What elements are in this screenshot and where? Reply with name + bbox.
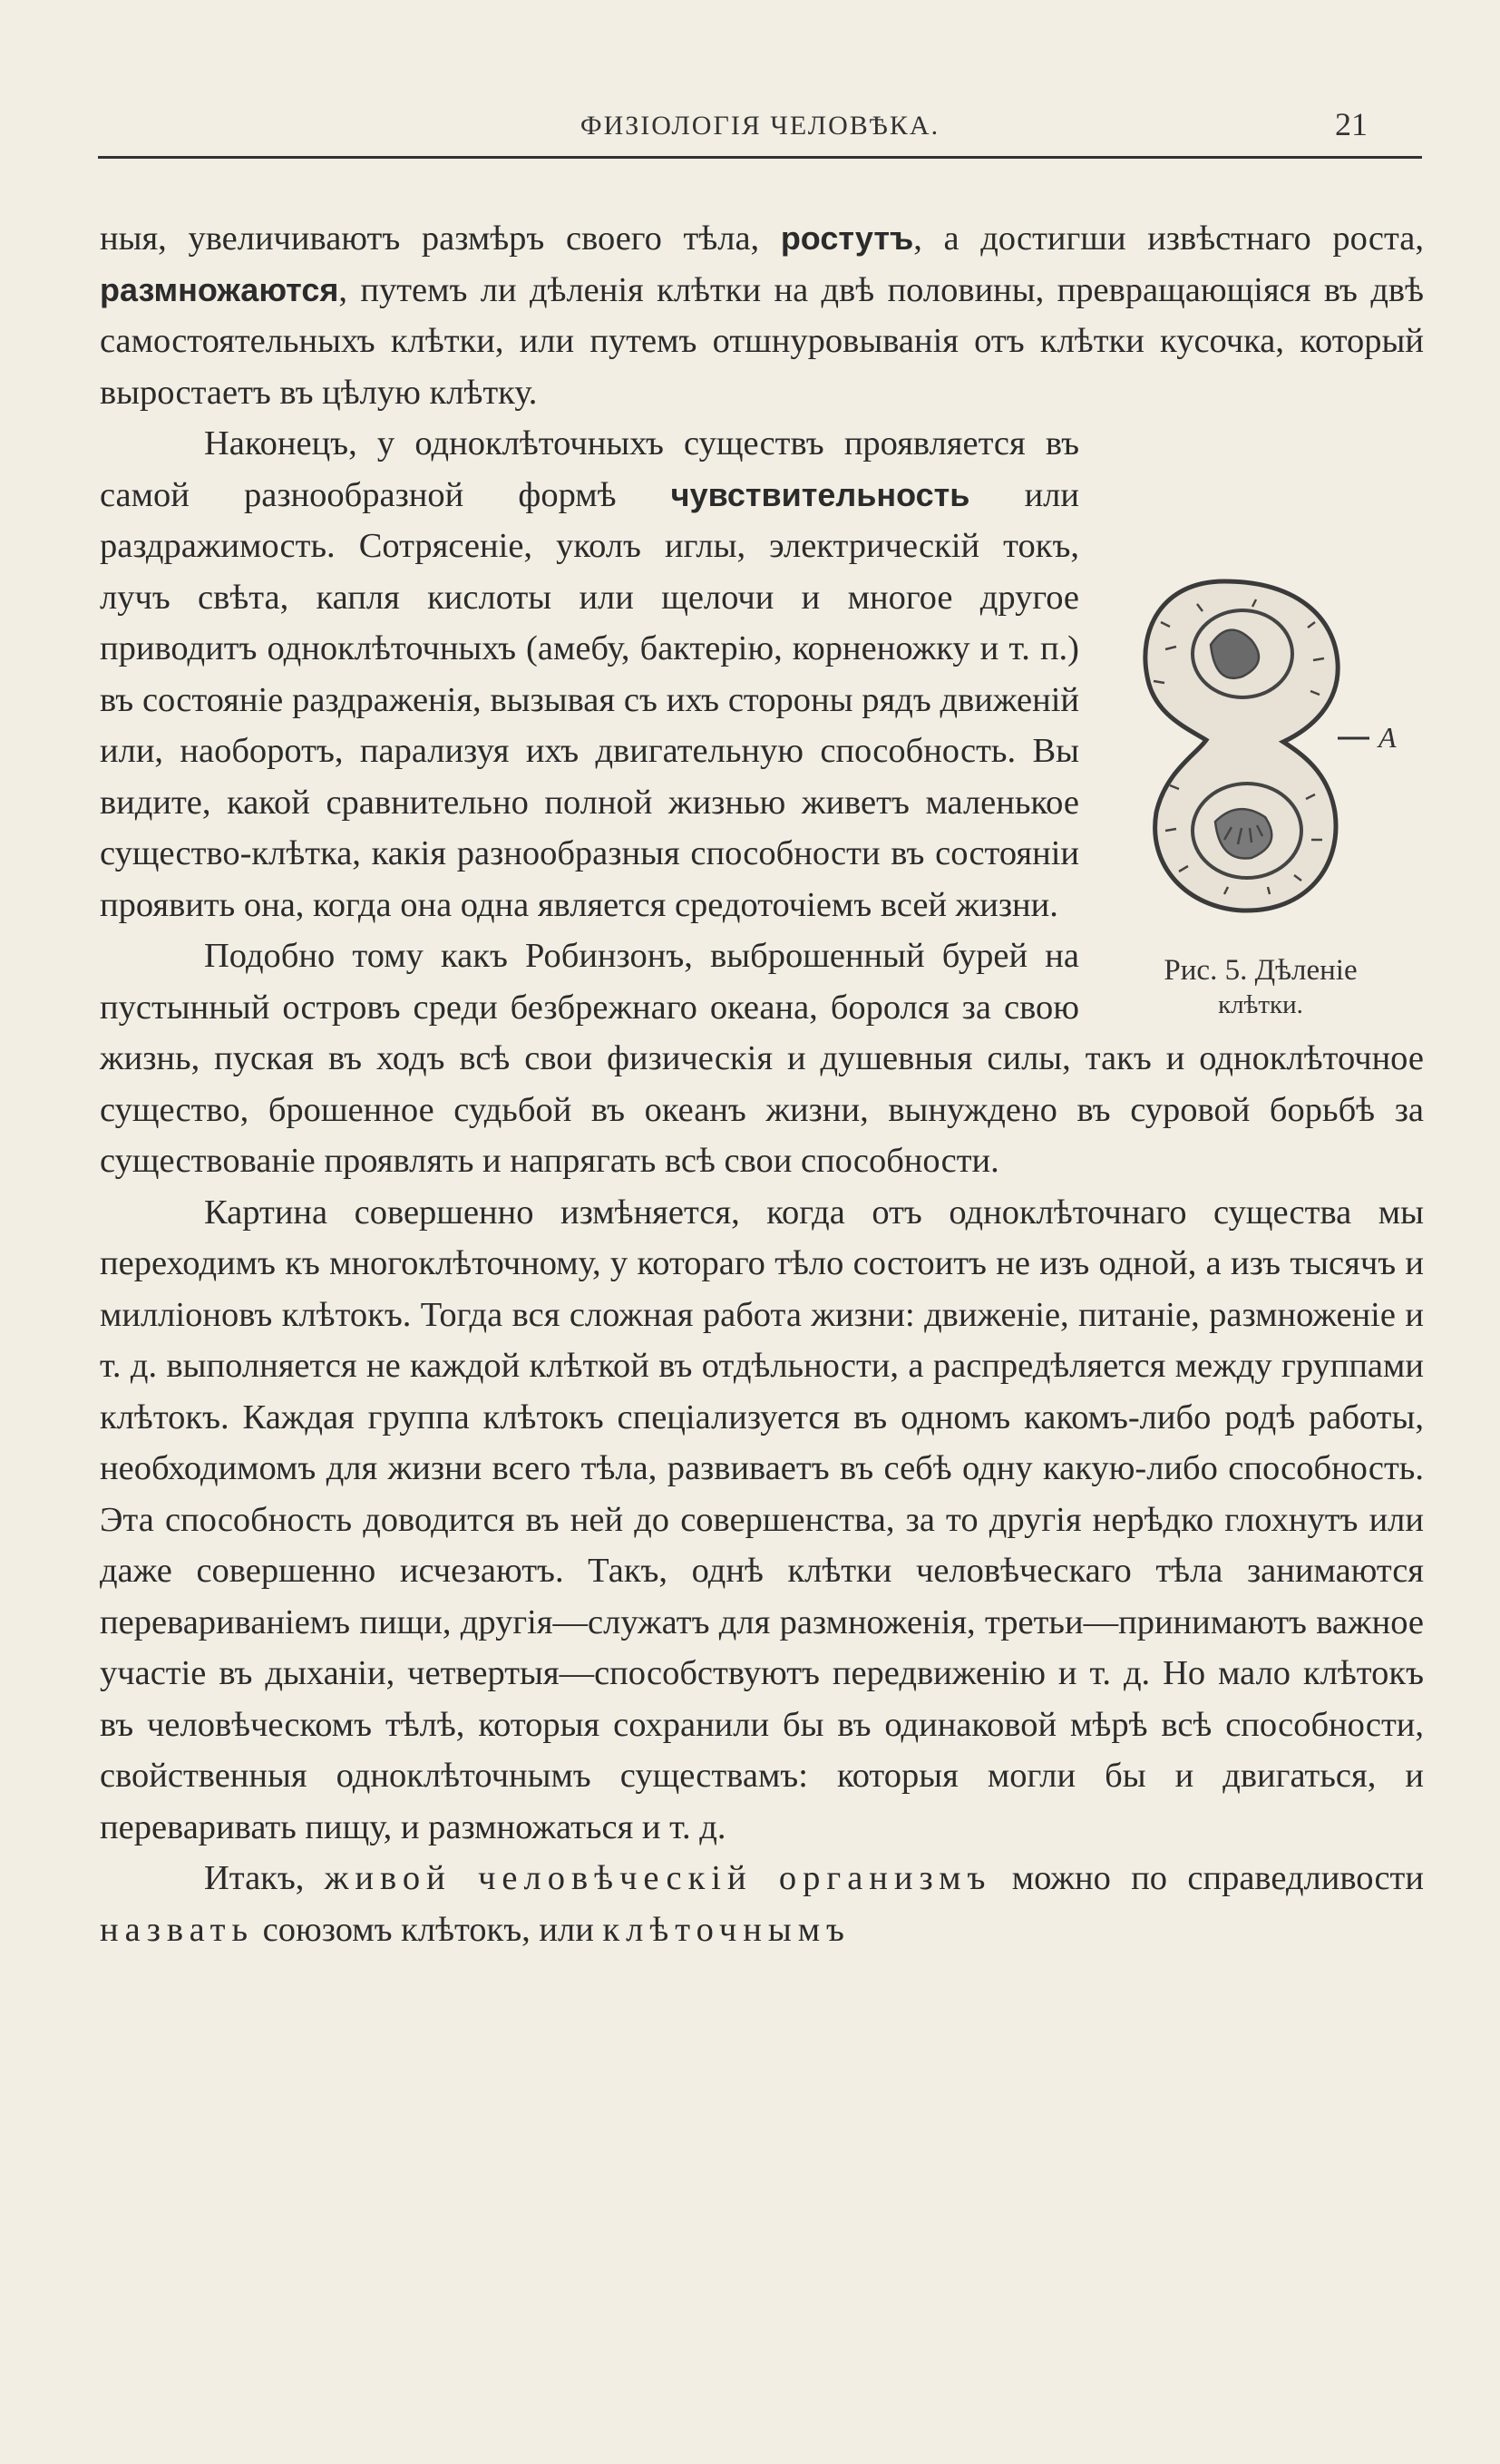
figure-caption xyxy=(1097,953,1424,1022)
bold-term: чувствительность xyxy=(670,475,970,513)
header-title: ФИЗІОЛОГІЯ ЧЕЛОВѢКА. xyxy=(580,111,940,141)
bold-term: ростутъ xyxy=(780,219,914,257)
caption-line-2: клѣтки. xyxy=(1218,990,1303,1019)
text-run: ныя, увеличиваютъ размѣръ своего тѣла, xyxy=(100,219,781,258)
paragraph-1 xyxy=(100,213,1424,418)
text-run: или раздражимость. Сотрясеніе, уколъ иглы, электрическій токъ, лучъ свѣта, капля кислоты или щелочи и многое другое приводитъ одноклѣточныхъ (амебу, бактерію, корненожку и т. п.) въ состояніе раздраженія, вызывая съ ихъ стороны рядъ движеній или, наоборотъ, парализуя ихъ двигательную способность. Вы видите, какой сравнительно полной жизнью живетъ маленькое существо-клѣтка, какія разнообразныя способности въ состояніи проявить она, когда она одна является средоточіемъ всей жизни. xyxy=(100,475,1079,924)
spaced-emphasis: назвать xyxy=(100,1910,255,1949)
caption-line-1: Рис. 5. Дѣленіе xyxy=(1164,954,1358,987)
figure-label: А xyxy=(1378,721,1397,754)
text-run: , путемъ ли дѣленія клѣтки на двѣ половины, превращающіяся въ двѣ самостоятельныхъ клѣтки, или путемъ отшнуровыванія отъ клѣтки кусочка, который выростаетъ въ цѣлую клѣтку. xyxy=(100,270,1424,412)
text-run: Наконецъ, у одноклѣточныхъ существъ проявляется въ самой разнообразной формѣ xyxy=(100,424,1079,514)
page-number: 21 xyxy=(1335,106,1368,142)
spaced-emphasis: клѣточнымъ xyxy=(602,1910,851,1949)
figure-cell-division xyxy=(1097,418,1424,1019)
text-run: Итакъ, xyxy=(204,1859,325,1897)
page-body xyxy=(100,213,1424,1955)
text-run: союзомъ клѣтокъ, или xyxy=(254,1910,603,1949)
text-run: , а достигши извѣстнаго роста, xyxy=(913,219,1424,258)
spaced-emphasis: живой человѣческій организмъ xyxy=(324,1859,992,1897)
cell-division-illustration xyxy=(1097,568,1424,949)
paragraph-4: Картина совершенно измѣняется, когда отъ одноклѣточнаго существа мы переходимъ къ многоклѣточному, у котораго тѣло состоитъ не изъ одной, а изъ тысячъ и милліоновъ клѣтокъ. Тогда вся сложная работа жизни: движеніе, питаніе, размноженіе и т. д. выполняется не каждой клѣткой въ отдѣльности, а распредѣляется между группами клѣтокъ. Каждая группа клѣтокъ спеціализуется въ одномъ какомъ-либо родѣ работы, необходимомъ для жизни всего тѣла, развиваетъ въ себѣ одну какую-либо способность. Эта способность доводится въ ней до совершенства, за то другія нерѣдко глохнутъ или даже совершенно исчезаютъ. Такъ, однѣ клѣтки человѣческаго тѣла занимаются перевариваніемъ пищи, другія—служатъ для размноженія, третьи—принимаютъ важное участіе въ дыханіи, четвертыя—способствуютъ передвиженію и т. д. Но мало клѣтокъ въ человѣческомъ тѣлѣ, которыя сохранили бы въ одинаковой мѣрѣ всѣ способности, свойственныя одноклѣточнымъ существамъ: которыя могли бы и двигаться, и переваривать пищу, и размножаться и т. д. xyxy=(100,1193,1424,1846)
bold-term: размножаются xyxy=(100,270,339,308)
text-run: можно по справедливости xyxy=(991,1859,1424,1897)
paragraph-5 xyxy=(100,1853,1424,1955)
running-header xyxy=(98,102,1422,159)
paragraph-3: Подобно тому какъ Робинзонъ, выброшенный бурей на пустынный островъ среди безбрежнаго океана, боролся за свою жизнь, пуская въ ходъ всѣ свои физическія и душевныя силы, такъ и одноклѣточное существо, брошенное судьбой въ океанъ жизни, вынуждено въ суровой борьбѣ за существованіе проявлять и напрягать всѣ свои способности. xyxy=(100,937,1424,1180)
